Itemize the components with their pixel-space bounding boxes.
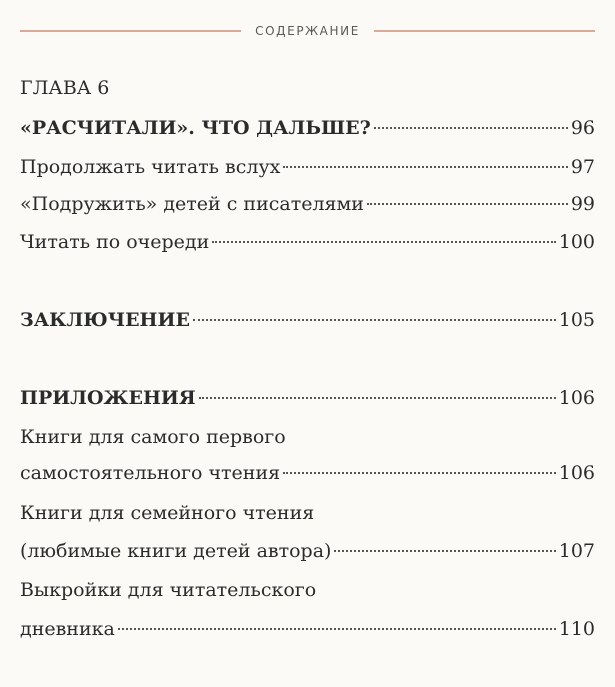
toc-entry-page: 96 bbox=[570, 117, 595, 139]
toc-entry-page: 97 bbox=[570, 156, 595, 178]
toc-entry bbox=[20, 536, 595, 566]
header-rule-left bbox=[20, 30, 241, 32]
dot-leader bbox=[334, 549, 555, 552]
dot-leader bbox=[367, 202, 568, 205]
toc-entry bbox=[20, 189, 595, 219]
toc-entry bbox=[20, 458, 595, 488]
toc-entry-page: 105 bbox=[558, 309, 595, 331]
toc-entry-text: ЗАКЛЮЧЕНИЕ bbox=[20, 309, 190, 331]
toc-entry-text: «РАСЧИТАЛИ». ЧТО ДАЛЬШЕ? bbox=[20, 117, 371, 139]
dot-leader bbox=[212, 240, 555, 243]
toc-entry-text: «Подружить» детей с писателями bbox=[20, 193, 364, 215]
toc-entry-appendices bbox=[20, 383, 595, 413]
toc-entry-page: 110 bbox=[558, 618, 595, 640]
toc-entry-text: Книги для самого первого bbox=[20, 426, 286, 448]
header-title: СОДЕРЖАНИЕ bbox=[255, 24, 360, 38]
toc-entry-page: 99 bbox=[570, 193, 595, 215]
dot-leader bbox=[283, 165, 567, 168]
dot-leader bbox=[283, 471, 556, 474]
toc-entry-text: дневника bbox=[20, 618, 115, 640]
toc-entry-text: Выкройки для читательского bbox=[20, 579, 317, 601]
toc-entry-text: Продолжать читать вслух bbox=[20, 156, 281, 178]
toc-entry-chapter-title bbox=[20, 113, 595, 143]
toc-entry-page: 100 bbox=[558, 231, 595, 253]
toc-entry-text: ПРИЛОЖЕНИЯ bbox=[20, 387, 196, 409]
toc-entry bbox=[20, 614, 595, 644]
toc-entry-text: Книги для семейного чтения bbox=[20, 502, 315, 524]
toc-entry-text: Читать по очереди bbox=[20, 231, 210, 253]
dot-leader bbox=[199, 396, 556, 399]
page-header bbox=[20, 20, 595, 42]
toc-entry-continued bbox=[20, 498, 595, 528]
header-rule-right bbox=[374, 30, 595, 32]
toc-entry-continued bbox=[20, 575, 595, 605]
toc-entry-text: ГЛАВА 6 bbox=[20, 77, 110, 99]
toc-entry-text: (любимые книги детей автора) bbox=[20, 540, 332, 562]
toc-chapter-label bbox=[20, 73, 595, 103]
dot-leader bbox=[118, 627, 556, 630]
toc-entry-page: 106 bbox=[558, 387, 595, 409]
toc-entry-continued bbox=[20, 422, 595, 452]
toc-entry bbox=[20, 152, 595, 182]
toc-entry-page: 107 bbox=[558, 540, 595, 562]
dot-leader bbox=[193, 318, 556, 321]
toc-entry-conclusion bbox=[20, 305, 595, 335]
toc-entry-text: самостоятельного чтения bbox=[20, 462, 281, 484]
toc-entry-page: 106 bbox=[558, 462, 595, 484]
dot-leader bbox=[374, 126, 568, 129]
toc-entry bbox=[20, 227, 595, 257]
